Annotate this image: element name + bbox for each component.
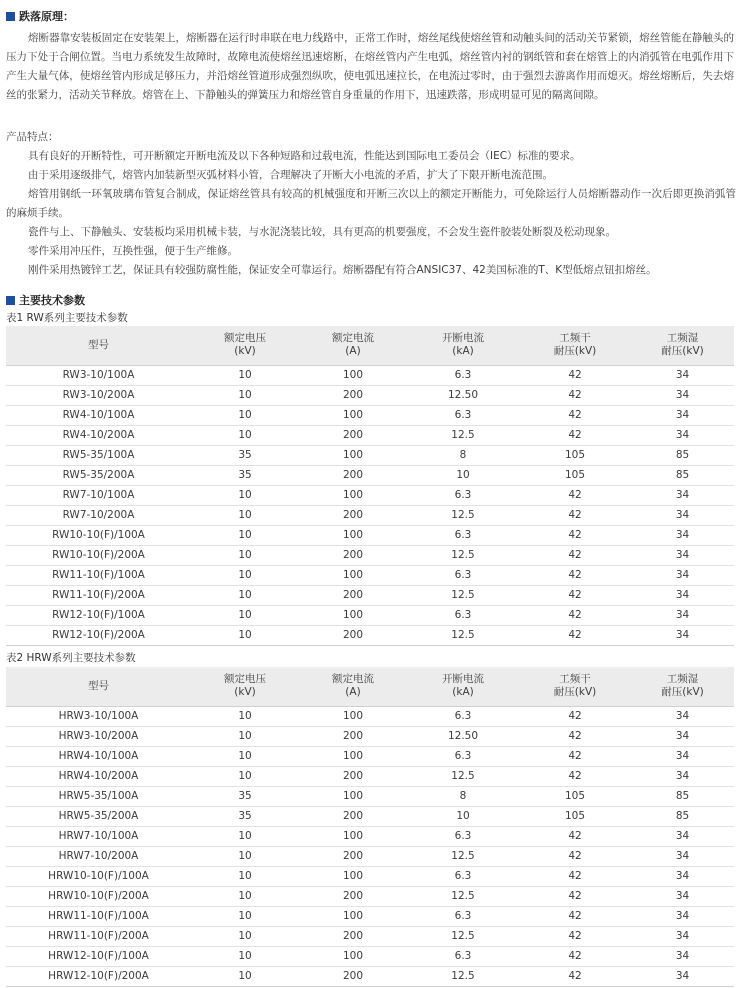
cell-wet-withstand: 34 [631,605,734,625]
cell-wet-withstand: 34 [631,565,734,585]
cell-rated-current: 200 [299,465,407,485]
cell-breaking-current: 12.5 [407,545,519,565]
square-bullet-icon [6,12,15,21]
feature-item: 熔管用钢纸一环氧玻璃布管复合制成，保证熔丝管具有较高的机械强度和开断三次以上的额定开断能力，可免除运行人员熔断器动作一次后即更换消弧管的麻烦手续。 [6,188,736,219]
cell-rated-voltage: 10 [191,585,299,605]
table-row [6,746,734,766]
header-rated-voltage: 额定电压 (kV) [191,667,299,706]
cell-breaking-current: 6.3 [407,906,519,926]
cell-rated-voltage: 10 [191,746,299,766]
cell-rated-current: 200 [299,425,407,445]
table-row [6,485,734,505]
cell-rated-voltage: 35 [191,786,299,806]
cell-wet-withstand: 34 [631,525,734,545]
cell-rated-voltage: 10 [191,946,299,966]
feature-item: 刚件采用热镀锌工艺，保证具有较强防腐性能，保证安全可靠运行。熔断器配有符合ANSIC37、42美国标准的T、K型低熔点钮扣熔丝。 [28,264,657,276]
cell-wet-withstand: 34 [631,365,734,385]
cell-breaking-current: 12.5 [407,966,519,986]
cell-breaking-current: 6.3 [407,866,519,886]
cell-rated-current: 100 [299,746,407,766]
cell-breaking-current: 12.5 [407,425,519,445]
cell-rated-current: 100 [299,826,407,846]
cell-rated-current: 200 [299,385,407,405]
table-row [6,405,734,425]
cell-rated-voltage: 10 [191,866,299,886]
header-rated-voltage: 额定电压 (kV) [191,326,299,365]
cell-wet-withstand: 34 [631,726,734,746]
cell-rated-voltage: 10 [191,766,299,786]
cell-rated-current: 100 [299,485,407,505]
table-row [6,425,734,445]
cell-model: RW7-10/200A [6,505,191,525]
cell-wet-withstand: 85 [631,465,734,485]
cell-dry-withstand: 42 [519,585,631,605]
cell-rated-voltage: 10 [191,425,299,445]
cell-rated-voltage: 10 [191,906,299,926]
header-rated-current: 额定电流 (A) [299,326,407,365]
cell-wet-withstand: 34 [631,766,734,786]
cell-rated-voltage: 10 [191,405,299,425]
cell-rated-current: 200 [299,966,407,986]
cell-breaking-current: 12.5 [407,846,519,866]
cell-wet-withstand: 34 [631,706,734,726]
cell-rated-current: 100 [299,706,407,726]
cell-dry-withstand: 42 [519,706,631,726]
cell-breaking-current: 12.5 [407,766,519,786]
header-breaking-current: 开断电流 (kA) [407,667,519,706]
cell-dry-withstand: 105 [519,806,631,826]
feature-item: 零件采用冲压件，互换性强，便于生产维修。 [28,245,238,257]
cell-rated-voltage: 10 [191,966,299,986]
cell-breaking-current: 6.3 [407,405,519,425]
cell-rated-current: 200 [299,625,407,645]
header-rated-current: 额定电流 (A) [299,667,407,706]
cell-dry-withstand: 42 [519,605,631,625]
cell-breaking-current: 8 [407,445,519,465]
header-wet-withstand: 工频湿 耐压(kV) [631,326,734,365]
cell-wet-withstand: 34 [631,505,734,525]
table-row [6,926,734,946]
cell-rated-current: 100 [299,365,407,385]
table-row [6,726,734,746]
cell-dry-withstand: 42 [519,505,631,525]
cell-rated-current: 100 [299,565,407,585]
cell-dry-withstand: 42 [519,425,631,445]
spec-table-hrw [6,667,734,987]
cell-wet-withstand: 34 [631,425,734,445]
table-row [6,625,734,645]
table-row [6,886,734,906]
cell-model: RW10-10(F)/100A [6,525,191,545]
cell-model: HRW5-35/100A [6,786,191,806]
cell-rated-current: 100 [299,866,407,886]
cell-rated-current: 200 [299,726,407,746]
cell-wet-withstand: 85 [631,786,734,806]
header-dry-withstand: 工频干 耐压(kV) [519,667,631,706]
cell-rated-current: 100 [299,445,407,465]
cell-wet-withstand: 34 [631,585,734,605]
cell-rated-voltage: 10 [191,545,299,565]
table-row [6,565,734,585]
cell-model: RW3-10/100A [6,365,191,385]
header-wet-withstand: 工频湿 耐压(kV) [631,667,734,706]
cell-wet-withstand: 34 [631,886,734,906]
cell-rated-current: 100 [299,786,407,806]
cell-rated-voltage: 10 [191,706,299,726]
cell-breaking-current: 12.5 [407,886,519,906]
cell-model: HRW12-10(F)/200A [6,966,191,986]
cell-wet-withstand: 34 [631,966,734,986]
cell-rated-voltage: 10 [191,565,299,585]
table-row [6,365,734,385]
cell-breaking-current: 12.5 [407,505,519,525]
table-row [6,505,734,525]
table-row [6,906,734,926]
cell-dry-withstand: 42 [519,826,631,846]
cell-rated-current: 100 [299,525,407,545]
cell-wet-withstand: 34 [631,906,734,926]
cell-rated-current: 200 [299,766,407,786]
cell-dry-withstand: 42 [519,946,631,966]
cell-rated-current: 100 [299,946,407,966]
cell-dry-withstand: 42 [519,625,631,645]
cell-model: RW10-10(F)/200A [6,545,191,565]
feature-item: 具有良好的开断特性，可开断额定开断电流及以下各种短路和过载电流，性能达到国际电工委员会（IEC）标准的要求。 [28,150,581,162]
table-row [6,946,734,966]
cell-breaking-current: 6.3 [407,946,519,966]
cell-rated-voltage: 10 [191,365,299,385]
cell-model: RW12-10(F)/100A [6,605,191,625]
cell-dry-withstand: 105 [519,445,631,465]
cell-wet-withstand: 34 [631,926,734,946]
cell-model: RW11-10(F)/100A [6,565,191,585]
cell-model: RW3-10/200A [6,385,191,405]
cell-rated-current: 100 [299,906,407,926]
header-dry-withstand: 工频干 耐压(kV) [519,326,631,365]
table-row [6,585,734,605]
cell-model: HRW11-10(F)/100A [6,906,191,926]
table-row [6,605,734,625]
principle-paragraph: 熔断器靠安装板固定在安装架上，熔断器在运行时串联在电力线路中，正常工作时，熔丝尾线使熔丝管和动触头间的活动关节紧锁，熔丝管能在静触头的压力下处于合闸位置。当电力系统发生故障时，故障电流使熔丝迅速熔断，在熔丝管内产生电弧，熔丝管内衬的钢纸管和套在熔管上的内消弧管在电弧作用下产生大量气体，使熔丝管内形成足够压力，并沿熔丝管道形成强烈纵吹，使电弧迅速拉长，在电流过零时，由于强烈去游离作用而熄灭。熔丝熔断后，失去熔丝的张紧力，活动关节释放。熔管在上、下静触头的弹簧压力和熔丝管自身重量的作用下，迅速跌落，形成明显可见的隔离间隙。 [6,32,734,101]
cell-wet-withstand: 34 [631,625,734,645]
table-row [6,385,734,405]
cell-breaking-current: 10 [407,465,519,485]
cell-model: RW12-10(F)/200A [6,625,191,645]
cell-breaking-current: 12.5 [407,926,519,946]
cell-dry-withstand: 42 [519,766,631,786]
cell-breaking-current: 6.3 [407,525,519,545]
table-row [6,826,734,846]
cell-wet-withstand: 34 [631,405,734,425]
table-row [6,786,734,806]
table-row [6,706,734,726]
cell-model: RW7-10/100A [6,485,191,505]
cell-breaking-current: 6.3 [407,365,519,385]
header-model: 型号 [6,667,191,706]
table-row [6,806,734,826]
cell-wet-withstand: 34 [631,946,734,966]
cell-wet-withstand: 34 [631,846,734,866]
cell-dry-withstand: 42 [519,966,631,986]
features-title: 产品特点： [6,131,59,143]
cell-breaking-current: 6.3 [407,826,519,846]
cell-rated-voltage: 10 [191,525,299,545]
cell-rated-current: 200 [299,806,407,826]
cell-rated-voltage: 10 [191,726,299,746]
table-header-row [6,667,734,706]
cell-breaking-current: 6.3 [407,746,519,766]
cell-dry-withstand: 42 [519,866,631,886]
cell-dry-withstand: 42 [519,365,631,385]
cell-rated-voltage: 35 [191,445,299,465]
cell-rated-voltage: 10 [191,846,299,866]
cell-wet-withstand: 34 [631,746,734,766]
cell-dry-withstand: 42 [519,545,631,565]
cell-dry-withstand: 42 [519,926,631,946]
cell-dry-withstand: 42 [519,886,631,906]
table-row [6,445,734,465]
spec-table-rw [6,326,734,646]
cell-model: RW4-10/100A [6,405,191,425]
table-row [6,766,734,786]
cell-rated-voltage: 10 [191,826,299,846]
cell-model: RW5-35/100A [6,445,191,465]
cell-breaking-current: 12.50 [407,726,519,746]
cell-dry-withstand: 105 [519,786,631,806]
cell-model: HRW11-10(F)/200A [6,926,191,946]
cell-model: HRW10-10(F)/200A [6,886,191,906]
table1-caption: 表1 RW系列主要技术参数 [6,312,128,324]
cell-wet-withstand: 85 [631,445,734,465]
cell-rated-current: 200 [299,585,407,605]
cell-rated-voltage: 10 [191,385,299,405]
cell-wet-withstand: 34 [631,545,734,565]
cell-dry-withstand: 42 [519,565,631,585]
cell-breaking-current: 12.50 [407,385,519,405]
cell-rated-voltage: 10 [191,886,299,906]
cell-wet-withstand: 34 [631,385,734,405]
cell-breaking-current: 8 [407,786,519,806]
cell-dry-withstand: 42 [519,385,631,405]
feature-item: 由于采用逐级排气，熔管内加装新型灭弧材料小管，合理解决了开断大小电流的矛盾，扩大了下限开断电流范围。 [28,169,553,181]
cell-dry-withstand: 42 [519,405,631,425]
cell-dry-withstand: 42 [519,846,631,866]
cell-breaking-current: 6.3 [407,485,519,505]
cell-breaking-current: 6.3 [407,605,519,625]
cell-rated-current: 200 [299,886,407,906]
cell-rated-current: 200 [299,846,407,866]
cell-model: HRW7-10/200A [6,846,191,866]
header-breaking-current: 开断电流 (kA) [407,326,519,365]
square-bullet-icon [6,296,15,305]
cell-model: HRW7-10/100A [6,826,191,846]
cell-model: HRW3-10/200A [6,726,191,746]
params-title: 主要技术参数 [19,294,85,307]
table-row [6,525,734,545]
section-title-principle [6,8,74,24]
cell-model: RW11-10(F)/200A [6,585,191,605]
principle-title: 跌落原理： [19,10,74,23]
cell-rated-current: 200 [299,545,407,565]
cell-wet-withstand: 85 [631,806,734,826]
cell-wet-withstand: 34 [631,866,734,886]
cell-rated-voltage: 35 [191,465,299,485]
section-title-params [6,292,85,308]
cell-model: RW5-35/200A [6,465,191,485]
cell-dry-withstand: 42 [519,525,631,545]
cell-model: RW4-10/200A [6,425,191,445]
cell-model: HRW10-10(F)/100A [6,866,191,886]
cell-dry-withstand: 42 [519,906,631,926]
cell-rated-current: 200 [299,505,407,525]
cell-rated-voltage: 10 [191,605,299,625]
cell-rated-voltage: 10 [191,505,299,525]
table-row [6,846,734,866]
table-header-row [6,326,734,365]
cell-dry-withstand: 42 [519,485,631,505]
cell-model: HRW3-10/100A [6,706,191,726]
cell-rated-voltage: 10 [191,926,299,946]
cell-model: HRW4-10/100A [6,746,191,766]
cell-rated-voltage: 10 [191,485,299,505]
cell-breaking-current: 10 [407,806,519,826]
table-row [6,465,734,485]
cell-model: HRW4-10/200A [6,766,191,786]
cell-wet-withstand: 34 [631,485,734,505]
table-row [6,866,734,886]
cell-rated-current: 100 [299,405,407,425]
cell-model: HRW5-35/200A [6,806,191,826]
cell-rated-voltage: 35 [191,806,299,826]
cell-model: HRW12-10(F)/100A [6,946,191,966]
cell-dry-withstand: 42 [519,746,631,766]
cell-wet-withstand: 34 [631,826,734,846]
cell-breaking-current: 12.5 [407,585,519,605]
table2-caption: 表2 HRW系列主要技术参数 [6,652,136,664]
cell-dry-withstand: 105 [519,465,631,485]
cell-breaking-current: 6.3 [407,565,519,585]
cell-breaking-current: 6.3 [407,706,519,726]
table-row [6,545,734,565]
cell-rated-current: 100 [299,605,407,625]
header-model: 型号 [6,326,191,365]
feature-item: 瓷件与上、下静触头、安装板均采用机械卡装，与水泥浇装比较，具有更高的机要强度，不会发生瓷件胶装处断裂及松动现象。 [28,226,616,238]
table-row [6,966,734,986]
cell-breaking-current: 12.5 [407,625,519,645]
cell-dry-withstand: 42 [519,726,631,746]
cell-rated-current: 200 [299,926,407,946]
cell-rated-voltage: 10 [191,625,299,645]
